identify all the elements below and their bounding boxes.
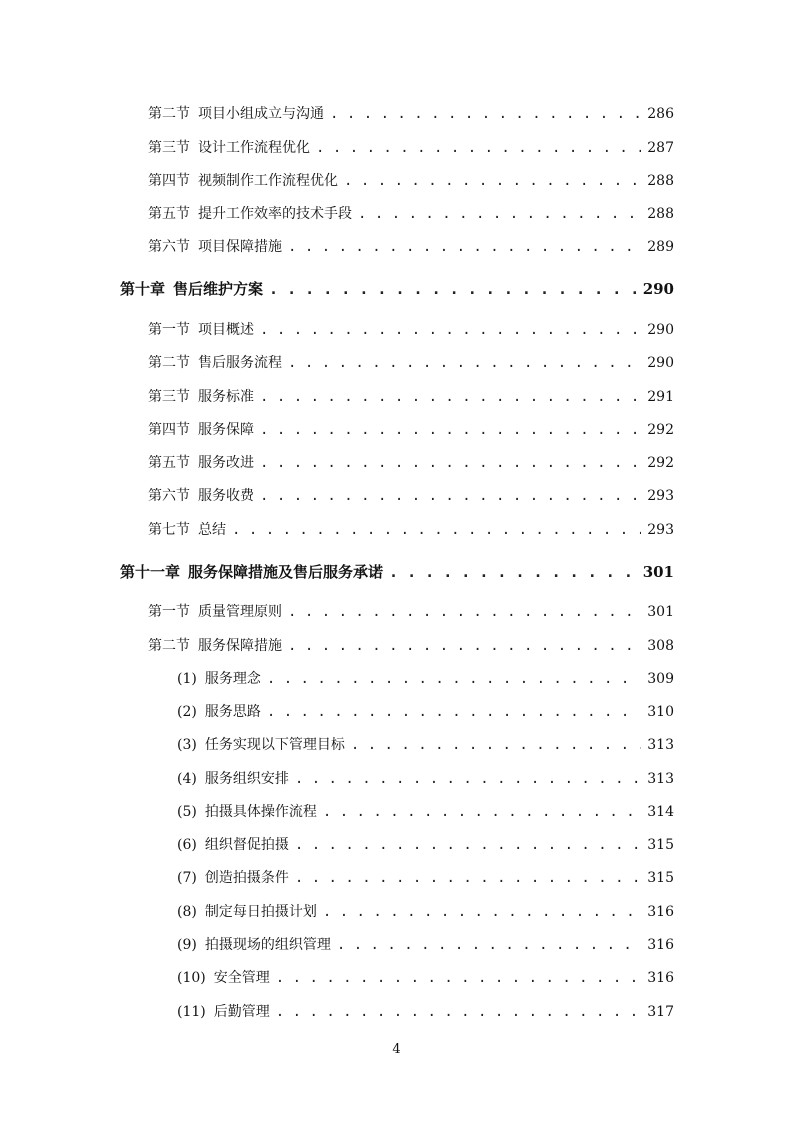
toc-subentry[interactable]	[177, 801, 674, 821]
footer-page-number: 4	[392, 1042, 401, 1057]
toc-number: 第六节	[148, 239, 190, 255]
toc-subnumber: (3)	[177, 737, 197, 753]
toc-entry[interactable]	[148, 386, 674, 406]
toc-subentry[interactable]	[177, 668, 674, 688]
toc-chapter-number: 第十章	[120, 280, 166, 298]
toc-title: 服务收费	[198, 488, 254, 504]
toc-chapter-entry[interactable]	[120, 561, 674, 582]
leader-dots	[316, 140, 641, 156]
toc-subentry[interactable]	[177, 1001, 674, 1021]
toc-entry[interactable]	[148, 352, 674, 372]
toc-subentry[interactable]	[177, 967, 674, 987]
toc-page-number: 290	[642, 280, 674, 298]
leader-dots	[267, 704, 641, 720]
toc-page-number: 316	[647, 904, 674, 920]
toc-title: 服务理念	[204, 671, 261, 687]
toc-subnumber: (7)	[177, 870, 197, 886]
leader-dots	[276, 970, 642, 986]
toc-page-number: 310	[647, 704, 674, 720]
leader-dots	[260, 389, 641, 405]
leader-dots	[358, 206, 641, 222]
toc-page-number: 287	[647, 140, 674, 156]
toc-page-number: 308	[647, 638, 674, 654]
toc-title: 服务保障	[198, 422, 254, 438]
toc-title: 制定每日拍摄计划	[204, 904, 317, 920]
leader-dots	[260, 322, 641, 338]
toc-number: 第四节	[148, 422, 190, 438]
leader-dots	[295, 837, 641, 853]
toc-page-number: 317	[647, 1004, 674, 1020]
toc-entry[interactable]	[148, 452, 674, 472]
toc-entry[interactable]	[148, 236, 674, 256]
toc-title: 项目概述	[198, 322, 254, 338]
toc-page-number: 315	[647, 870, 674, 886]
toc-entry[interactable]	[148, 419, 674, 439]
toc-subnumber: (10)	[177, 970, 206, 986]
toc-page-number: 316	[647, 937, 674, 953]
leader-dots	[337, 937, 641, 953]
toc-page-number: 289	[647, 239, 674, 255]
toc-title: 售后服务流程	[198, 355, 282, 371]
toc-title: 视频制作工作流程优化	[198, 173, 338, 189]
toc-title: 拍摄现场的组织管理	[204, 937, 331, 953]
leader-dots	[351, 737, 641, 753]
toc-page-number: 309	[647, 671, 674, 687]
toc-page-number: 316	[647, 970, 674, 986]
leader-dots	[260, 455, 641, 471]
toc-number: 第四节	[148, 173, 190, 189]
toc-number: 第五节	[148, 206, 190, 222]
toc-page-number: 313	[647, 771, 674, 787]
toc-title: 拍摄具体操作流程	[204, 804, 317, 820]
toc-title: 总结	[198, 522, 226, 538]
toc-page-number: 293	[647, 488, 674, 504]
toc-subentry[interactable]	[177, 701, 674, 721]
toc-entry[interactable]	[148, 319, 674, 339]
toc-subentry[interactable]	[177, 734, 674, 754]
leader-dots	[323, 904, 641, 920]
leader-dots	[330, 106, 641, 122]
toc-number: 第二节	[148, 355, 190, 371]
toc-title: 项目保障措施	[198, 239, 282, 255]
toc-title: 服务思路	[204, 704, 261, 720]
toc-title: 项目小组成立与沟通	[198, 106, 324, 122]
toc-chapter-title: 服务保障措施及售后服务承诺	[188, 563, 384, 581]
toc-entry[interactable]	[148, 635, 674, 655]
toc-chapter-entry[interactable]	[120, 278, 674, 299]
toc-entry[interactable]	[148, 203, 674, 223]
toc-page-number: 292	[647, 422, 674, 438]
toc-title: 提升工作效率的技术手段	[198, 206, 352, 222]
toc-title: 设计工作流程优化	[198, 140, 310, 156]
toc-title: 服务改进	[198, 455, 254, 471]
toc-title: 服务标准	[198, 389, 254, 405]
leader-dots	[232, 522, 641, 538]
toc-page-number: 301	[642, 563, 674, 581]
toc-page-number: 291	[647, 389, 674, 405]
toc-subnumber: (6)	[177, 837, 197, 853]
toc-number: 第二节	[148, 106, 190, 122]
toc-title: 安全管理	[213, 970, 270, 986]
leader-dots	[344, 173, 641, 189]
toc-title: 后勤管理	[213, 1004, 270, 1020]
toc-page-number: 290	[647, 322, 674, 338]
leader-dots	[288, 604, 641, 620]
leader-dots	[295, 870, 641, 886]
toc-subnumber: (2)	[177, 704, 197, 720]
toc-page-number: 314	[647, 804, 674, 820]
toc-page-number: 315	[647, 837, 674, 853]
toc-title: 创造拍摄条件	[204, 870, 289, 886]
toc-page-number: 301	[647, 604, 674, 620]
toc-entry[interactable]	[148, 485, 674, 505]
toc-page-number: 293	[647, 522, 674, 538]
toc-subnumber: (8)	[177, 904, 197, 920]
toc-entry[interactable]	[148, 601, 674, 621]
leader-dots	[389, 563, 637, 581]
leader-dots	[288, 239, 641, 255]
toc-entry[interactable]	[148, 519, 674, 539]
toc-title: 质量管理原则	[198, 604, 282, 620]
toc-subentry[interactable]	[177, 867, 674, 887]
toc-title: 任务实现以下管理目标	[204, 737, 345, 753]
toc-title: 服务组织安排	[204, 771, 289, 787]
leader-dots	[267, 671, 641, 687]
toc-number: 第六节	[148, 488, 190, 504]
toc-entry[interactable]	[148, 103, 674, 123]
toc-subnumber: (11)	[177, 1004, 206, 1020]
toc-page-number: 313	[647, 737, 674, 753]
toc-title: 组织督促拍摄	[204, 837, 289, 853]
toc-subnumber: (1)	[177, 671, 197, 687]
toc-number: 第五节	[148, 455, 190, 471]
toc-subnumber: (4)	[177, 771, 197, 787]
toc-subnumber: (5)	[177, 804, 197, 820]
toc-number: 第一节	[148, 322, 190, 338]
leader-dots	[260, 422, 641, 438]
toc-subentry[interactable]	[177, 934, 674, 954]
toc-number: 第七节	[148, 522, 190, 538]
toc-page-number: 290	[647, 355, 674, 371]
leader-dots	[276, 1004, 642, 1020]
toc-subentry[interactable]	[177, 768, 674, 788]
toc-page-number: 286	[647, 106, 674, 122]
toc-title: 服务保障措施	[198, 638, 282, 654]
toc-number: 第二节	[148, 638, 190, 654]
toc-subentry[interactable]	[177, 901, 674, 921]
toc-page-number: 292	[647, 455, 674, 471]
toc-chapter-title: 售后维护方案	[173, 280, 264, 298]
toc-number: 第一节	[148, 604, 190, 620]
toc-page-number: 288	[647, 206, 674, 222]
toc-page-number: 288	[647, 173, 674, 189]
leader-dots	[269, 280, 637, 298]
toc-entry[interactable]	[148, 137, 674, 157]
toc-number: 第三节	[148, 389, 190, 405]
toc-entry[interactable]	[148, 170, 674, 190]
leader-dots	[295, 771, 641, 787]
toc-subnumber: (9)	[177, 937, 197, 953]
toc-subentry[interactable]	[177, 834, 674, 854]
toc-number: 第三节	[148, 140, 190, 156]
leader-dots	[288, 638, 641, 654]
leader-dots	[323, 804, 641, 820]
leader-dots	[260, 488, 641, 504]
toc-chapter-number: 第十一章	[120, 563, 181, 581]
leader-dots	[288, 355, 641, 371]
